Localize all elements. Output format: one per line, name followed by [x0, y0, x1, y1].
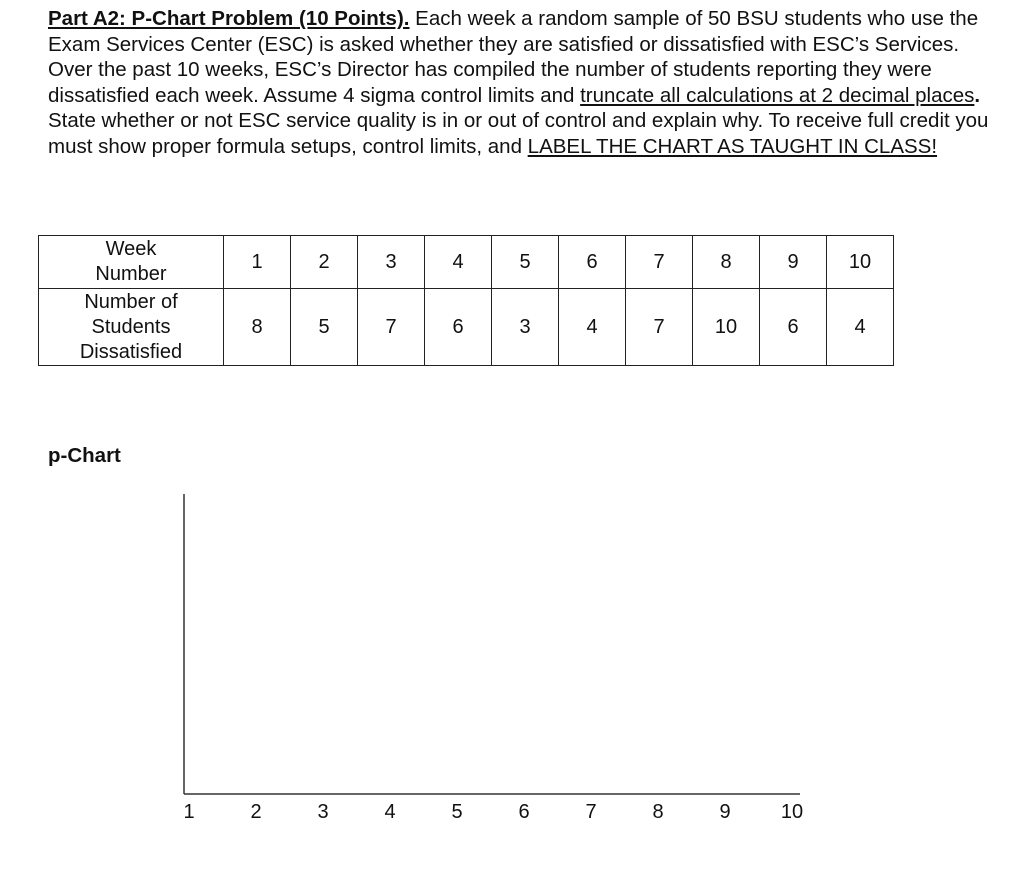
dissatisfied-header-line3: Dissatisfied [79, 340, 183, 363]
bold-period: . [974, 83, 981, 107]
dissatisfied-cell: 4 [559, 289, 626, 366]
dissatisfied-cell: 7 [358, 289, 425, 366]
x-tick-label: 6 [518, 801, 530, 823]
dissatisfied-cell: 4 [827, 289, 894, 366]
x-tick-label: 1 [183, 801, 195, 823]
week-header-line1: Week [105, 238, 157, 260]
problem-title: Part A2: P-Chart Problem (10 Points). [48, 7, 410, 30]
week-cell: 2 [291, 236, 358, 289]
x-tick-label: 2 [250, 801, 262, 823]
week-cell: 3 [358, 236, 425, 289]
truncate-instruction: truncate all calculations at 2 decimal places [580, 83, 975, 107]
week-cell: 4 [425, 236, 492, 289]
week-cell: 9 [760, 236, 827, 289]
x-tick-label: 7 [585, 801, 597, 823]
week-cell: 7 [626, 236, 693, 289]
x-tick-label: 10 [780, 801, 804, 823]
dissatisfied-header-line2: Students [91, 315, 171, 338]
week-cell: 1 [224, 236, 291, 289]
x-tick-labels [183, 801, 803, 823]
dissatisfied-cell: 6 [760, 289, 827, 366]
week-cell: 8 [693, 236, 760, 289]
dissatisfied-cell: 7 [626, 289, 693, 366]
problem-text-part1: Each week a random sample of 50 BSU students who use the Exam Services Center (ESC) is asked whether they are satisfied or dissatisfied with ESC’s Services. Over the past 10 weeks, ESC’s Director has compiled the number of students reporting they were dissatisfied each week. Assume 4 sigma control limits and [48, 7, 979, 107]
dissatisfied-cell: 6 [425, 289, 492, 366]
x-tick-label: 5 [451, 801, 463, 823]
dissatisfied-cell: 5 [291, 289, 358, 366]
week-cell: 10 [827, 236, 894, 289]
dissatisfied-header-line1: Number of [84, 290, 178, 313]
problem-text-part2: State whether or not ESC service quality is in or out of control and explain why. To receive full credit you must show proper formula setups, control limits, and [48, 109, 989, 158]
dissatisfied-cell: 3 [492, 289, 559, 366]
dissatisfied-cell: 8 [224, 289, 291, 366]
week-cell: 5 [492, 236, 559, 289]
week-cell: 6 [559, 236, 626, 289]
x-tick-label: 8 [652, 801, 664, 823]
week-header-line2: Number [95, 263, 167, 285]
pchart-label: p-Chart [48, 444, 121, 467]
x-tick-label: 4 [384, 801, 396, 823]
x-tick-label: 3 [317, 801, 329, 823]
label-chart-instruction: LABEL THE CHART AS TAUGHT IN CLASS! [527, 134, 938, 158]
x-tick-label: 9 [719, 801, 731, 823]
dissatisfied-cell: 10 [693, 289, 760, 366]
